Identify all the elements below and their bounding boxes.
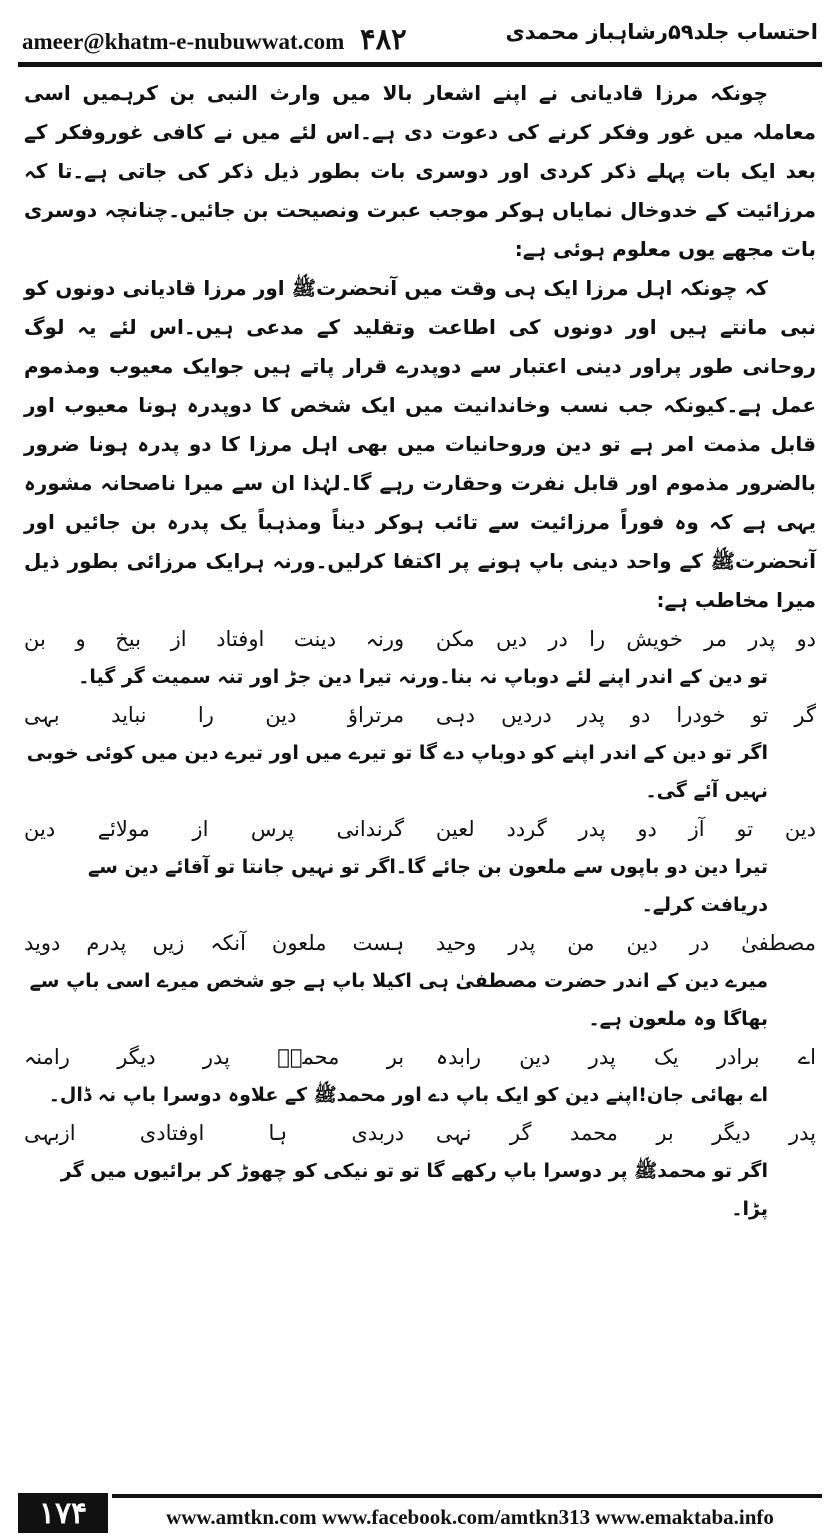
verse-line bbox=[24, 924, 816, 962]
footer-rule bbox=[112, 1494, 822, 1498]
verse-line bbox=[24, 620, 816, 658]
verse-block bbox=[24, 696, 816, 810]
verse-hemistich-right: مصطفیٰ در دین من پدر وحید bbox=[435, 931, 816, 955]
verse-hemistich-left: ورنہ دینت اوفتاد از بیخ و بن bbox=[24, 627, 405, 651]
verse-translation: تیرا دین دو باپوں سے ملعون بن جائے گا۔اگر تو نہیں جانتا تو آقائے دین سے دریافت کرلے۔ bbox=[88, 856, 768, 916]
verse-hemistich-left: گرندانی پرس از مولائے دین bbox=[24, 817, 405, 841]
verse-hemistich-left: ہست ملعون آنکہ زیں پدرم دوید bbox=[24, 931, 405, 955]
verse-translation: اگر تو دین کے اندر اپنے کو دوباپ دے گا تو تیرے میں اور تیرے دین میں کوئی خوبی نہیں آئے گی۔ bbox=[26, 742, 768, 802]
verse-hemistich-right: دو پدر مر خویش را در دیں مکن bbox=[435, 627, 816, 651]
verse-translation: اگر تو محمدﷺ پر دوسرا باپ رکھے گا تو تو نیکی کو چھوڑ کر برائیوں میں گر پڑا۔ bbox=[60, 1160, 768, 1220]
page-body bbox=[24, 74, 816, 1228]
verse-translation: تو دین کے اندر اپنے لئے دوباپ نہ بنا۔ورنہ تیرا دین جڑ اور تنہ سمیت گر گیا۔ bbox=[78, 666, 768, 688]
email-address: ameer@khatm-e-nubuwwat.com bbox=[22, 29, 345, 54]
verse-line bbox=[24, 810, 816, 848]
verse-line bbox=[24, 696, 816, 734]
verse-block bbox=[24, 1114, 816, 1228]
verse-hemistich-right: گر تو خودرا دو پدر دردیں دہی bbox=[435, 703, 816, 727]
verse-hemistich-left: بر محمدؐ پدر دیگر رامنہ bbox=[24, 1045, 405, 1069]
header-rule bbox=[18, 62, 822, 67]
book-title: احتساب جلد۵۹رشاہباز محمدی bbox=[505, 20, 818, 44]
verse-hemistich-right: اے برادر یک پدر دین رابدہ bbox=[435, 1045, 816, 1069]
verse-hemistich-right: دین تو آز دو پدر گردد لعین bbox=[435, 817, 816, 841]
footer-links: www.amtkn.com www.facebook.com/amtkn313 www.emaktaba.info bbox=[166, 1505, 774, 1529]
verse-block bbox=[24, 924, 816, 1038]
verse-translation: میرے دین کے اندر حضرت مصطفیٰ ہی اکیلا باپ ہے جو شخص میرے اسی باپ سے بھاگا وہ ملعون ہے۔ bbox=[29, 970, 768, 1030]
verse-hemistich-left: مرتراؤ دین را نباید بہی bbox=[24, 703, 405, 727]
verse-block bbox=[24, 810, 816, 924]
verse-line bbox=[24, 1038, 816, 1076]
verse-block bbox=[24, 1038, 816, 1114]
verse-hemistich-left: دربدی ہا اوفتادی ازبہی bbox=[24, 1121, 405, 1145]
paragraph: چونکہ مرزا قادیانی نے اپنے اشعار بالا میں وارث النبی بن کرہمیں اسی معاملہ میں غور وفکر کرنے کی دعوت دی ہے۔اس لئے میں نے کافی غوروفکر کے بعد ایک بات پہلے ذکر کردی اور دوسری بات بطور ذیل ذکر کی جاتی ہے۔تا کہ مرزائیت کے خدوخال نمایاں ہوکر موجب عبرت ونصیحت بن جائیں۔چنانچہ دوسری بات مجھے یوں معلوم ہوئی ہے: bbox=[24, 81, 816, 261]
header-left bbox=[22, 22, 407, 57]
verse-block bbox=[24, 620, 816, 696]
paragraph: کہ چونکہ اہل مرزا ایک ہی وقت میں آنحضرتﷺ اور مرزا قادیانی دونوں کو نبی مانتے ہیں اور دونوں کی اطاعت وتقلید کے مدعی ہیں۔اس لئے یہ لوگ روحانی طور پراور دینی اعتبار سے دوپدرے قرار پاتے ہیں جوایک معیوب ومذموم عمل ہے۔کیونکہ جب نسب وخاندانیت میں ایک شخص کا دوپدرہ ہونا معیوب اور قابل مذمت امر ہے تو دین وروحانیات میں بھی اہل مرزا کا دو پدرہ ہونا ضرور بالضرور مذموم اور قابل نفرت وحقارت رہے گا۔لہٰذا ان سے میرا ناصحانہ مشورہ یہی ہے کہ وہ فوراً مرزائیت سے تائب ہوکر دیناً ومذہباً یک پدرہ بن جائیں اور آنحضرتﷺ کے واحد دینی باپ ہونے پر اکتفا کرلیں۔ورنہ ہرایک مرزائی بطور ذیل میرا مخاطب ہے: bbox=[24, 276, 816, 612]
verse-hemistich-right: پدر دیگر بر محمد گر نہی bbox=[435, 1121, 816, 1145]
book-page-number: ۱۷۴ bbox=[18, 1493, 108, 1533]
page-number: ۴۸۲ bbox=[360, 24, 407, 56]
verse-line bbox=[24, 1114, 816, 1152]
verse-translation: اے بھائی جان!اپنے دین کو ایک باپ دے اور محمدﷺ کے علاوہ دوسرا باپ نہ ڈال۔ bbox=[48, 1084, 768, 1106]
